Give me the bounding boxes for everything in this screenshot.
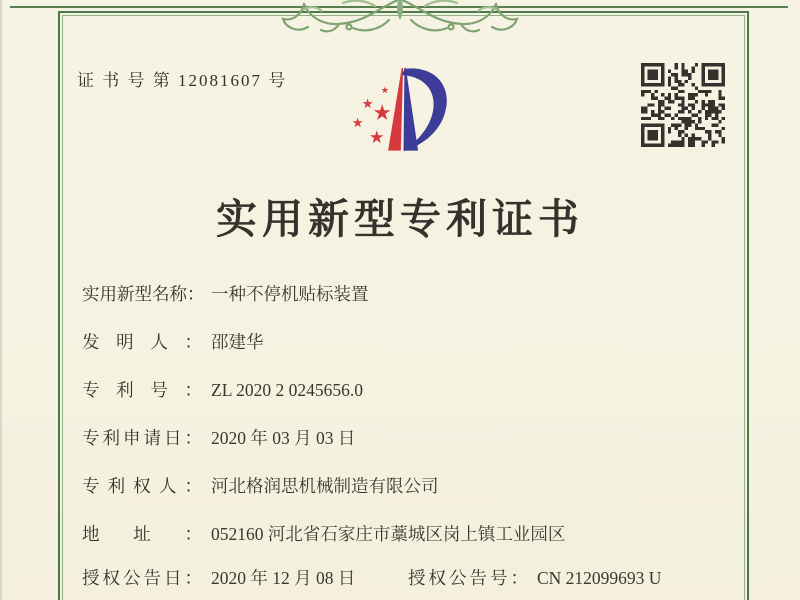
field-label: 专利申请日： [82, 428, 202, 448]
field-value: 邵建华 [211, 332, 264, 352]
field-row-filing-date [82, 427, 750, 449]
field-value: ZL 2020 2 0245656.0 [211, 380, 363, 400]
field-value: 河北格润思机械制造有限公司 [211, 476, 439, 496]
certificate-number: 证 书 号 第 12081607 号 [77, 71, 288, 90]
cnipa-logo-icon [342, 57, 456, 157]
certificate-footer [82, 567, 770, 589]
field-row-address [82, 523, 750, 545]
field-value: 052160 河北省石家庄市藁城区岗上镇工业园区 [211, 524, 566, 544]
field-value: 2020 年 12 月 08 日 [211, 568, 356, 588]
field-row-patentee [82, 475, 750, 497]
field-row-patent-number [82, 379, 750, 401]
field-label: 实用新型名称： [82, 284, 205, 304]
field-label: 授权公告日： [82, 568, 202, 588]
field-value: 2020 年 03 月 03 日 [211, 428, 356, 448]
scan-left-edge [0, 0, 2, 600]
field-label: 授权公告号： [408, 568, 528, 588]
field-label: 地址： [82, 524, 202, 544]
field-grant-number [408, 567, 661, 589]
certificate-title: 实用新型专利证书 [216, 196, 584, 242]
field-row-inventor [82, 331, 750, 353]
floral-border-ornament-icon [264, 0, 536, 39]
field-value: CN 212099693 U [537, 568, 662, 588]
field-label: 专利权人： [82, 476, 202, 496]
field-label: 发明人： [82, 332, 202, 352]
certificate-fields [82, 283, 750, 571]
field-value: 一种不停机贴标装置 [211, 284, 369, 304]
qr-code [641, 63, 725, 147]
field-grant-date [82, 567, 355, 589]
field-row-utility-model-name [82, 283, 750, 305]
field-label: 专利号： [82, 380, 202, 400]
